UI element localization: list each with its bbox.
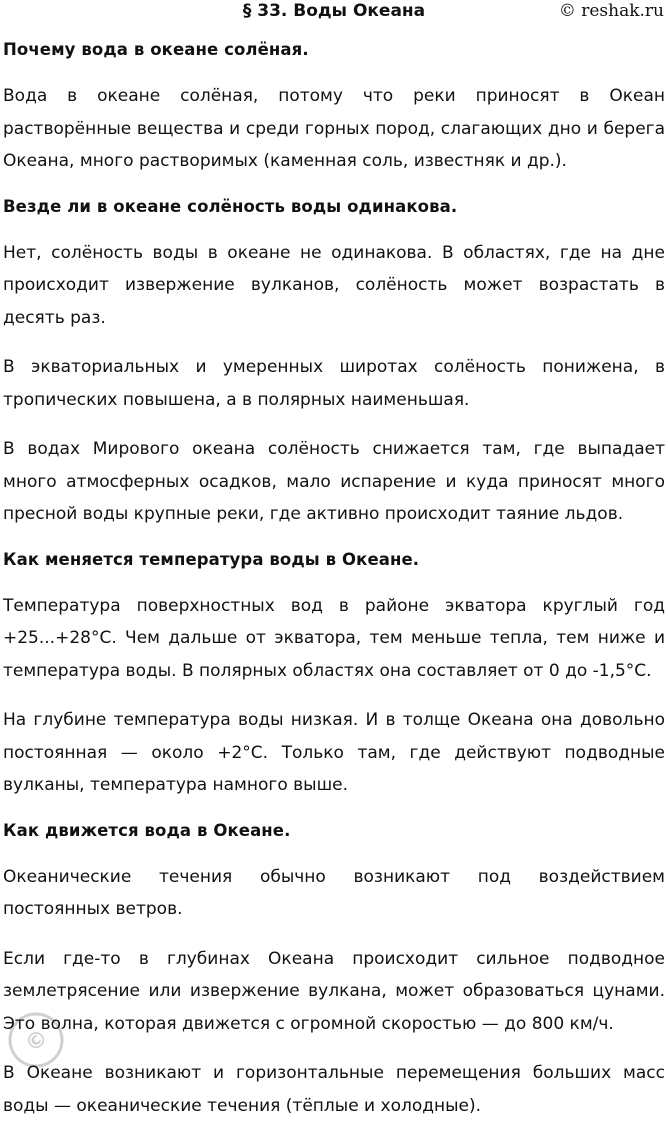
paragraph: Нет, солёность воды в океане не одинакова. В областях, где на дне происходит извержение вулканов, солёность может возрастать в десять раз. — [3, 242, 665, 328]
svg-text:©: © — [20, 1024, 54, 1058]
paragraph: Вода в океане солёная, потому что реки приносят в Океан растворённые вещества и среди горных пород, слагающих дно и берега Океана, много растворимых (каменная соль, известняк и др.). — [3, 86, 665, 171]
paragraph: Океанические течения обычно возникают под воздействием постоянных ветров. — [3, 866, 665, 919]
section-why-salty — [3, 38, 665, 178]
paragraph: На глубине температура воды низкая. И в толще Океана она довольно постоянная — около +2°С. Только там, где действуют подводные вулканы, температура намного выше. — [3, 710, 665, 795]
page-header — [0, 0, 668, 26]
section-heading: Как меняется температура воды в Океане. — [3, 549, 420, 569]
paragraph: Если где-то в глубинах Океана происходит сильное подводное землетрясение или извержение вулкана, может образоваться цунами. Это волна, которая движется с огромной скоростью — до 800 км/ч. — [3, 948, 665, 1034]
paragraph: В водах Мирового океана солёность снижается там, где выпадает много атмосферных осадков, мало испарение и куда приносят много пресной воды крупные реки, где активно происходит таяние льдов. — [3, 439, 665, 524]
section-water-movement — [3, 819, 665, 1123]
section-salinity-variation — [3, 195, 665, 531]
copyright-label: © reshak.ru — [558, 1, 664, 21]
paragraph: В Океане возникают и горизонтальные перемещения больших масс воды — океанические течения (тёплые и холодные). — [3, 1063, 665, 1116]
paragraph: В экваториальных и умеренных широтах солёность понижена, в тропических повышена, а в полярных наименьшая. — [3, 357, 665, 410]
section-heading: Как движется вода в Океане. — [3, 820, 291, 840]
section-heading: Почему вода в океане солёная. — [3, 40, 309, 59]
page-title: § 33. Воды Океана — [242, 1, 426, 21]
article-content — [3, 38, 665, 1139]
section-heading: Везде ли в океане солёность воды одинакова. — [3, 196, 458, 216]
section-temperature — [3, 548, 665, 802]
paragraph: Температура поверхностных вод в районе экватора круглый год +25...+28°С. Чем дальше от экватора, тем меньше тепла, тем ниже и температура воды. В полярных областях она составляет от 0 до -1,5°С. — [3, 595, 665, 681]
